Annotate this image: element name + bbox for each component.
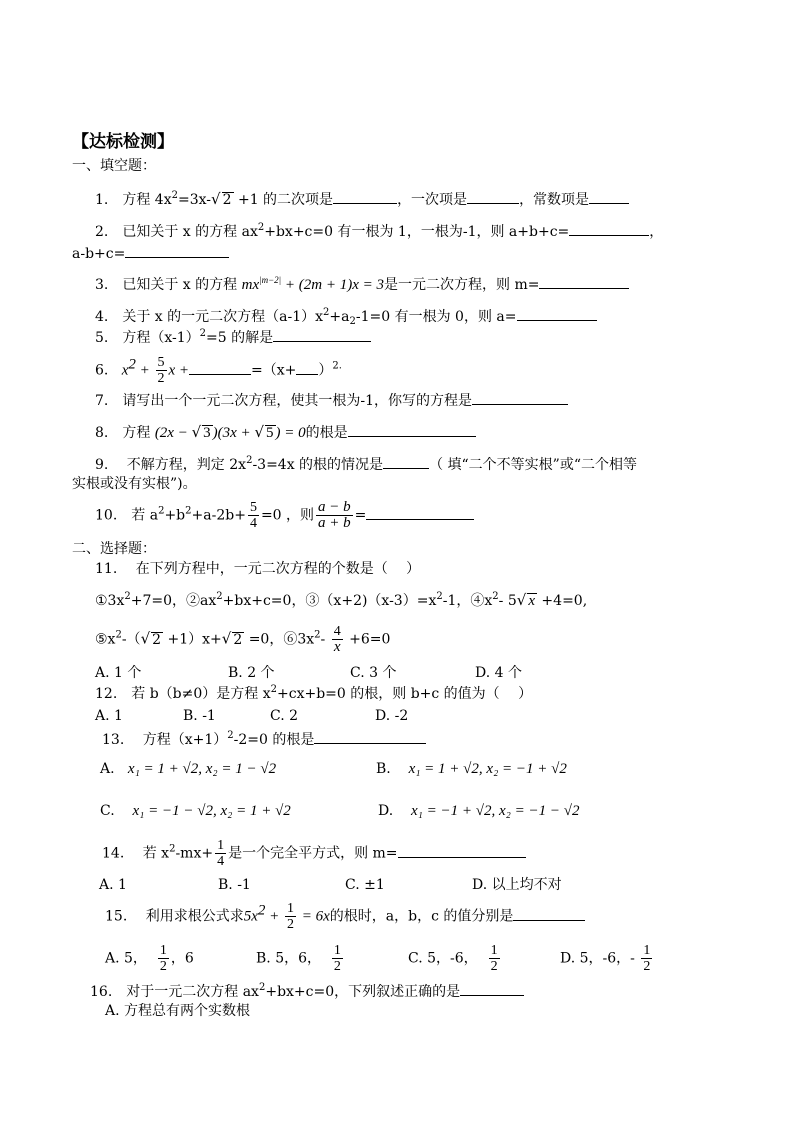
question-4: 4. 关于 x 的一元二次方程$(a-1)x^2+a_2-1=0$ 有一根为 0，则 a= bbox=[95, 306, 597, 326]
fraction: $\frac{1}{2}$ bbox=[333, 943, 341, 974]
section-choice: 二、选择题： bbox=[72, 541, 156, 557]
q13-option-d: D. x₁ = −1 + √2, x₂ = −1 − √2 bbox=[378, 803, 580, 819]
question-15: 15. 利用求根公式求$5x^2$ + $\frac{1}{2}$ = 6x的根时，a，b，c 的值分别是 bbox=[105, 901, 585, 932]
fraction: $\frac{1}{2}$ bbox=[159, 943, 167, 974]
question-3: 3. 已知关于 x 的方程 $mx^{|m-2|} + (2m + 1)x = 3$是一元二次方程，则 m= bbox=[95, 274, 629, 294]
question-14: 14. 若 $x^2-mx+$ $\frac{1}{4}$ 是一个完全平方式，则 m= bbox=[102, 838, 526, 869]
q12-option-c: C. 2 bbox=[270, 708, 299, 724]
q14-option-c: C. ±1 bbox=[345, 877, 385, 893]
q14-option-b: B. -1 bbox=[218, 877, 251, 893]
q15-option-d: D. 5，-6，- $\frac{1}{2}$ bbox=[560, 943, 651, 974]
q11-option-d: D. 4 个 bbox=[475, 665, 522, 681]
q13-option-b: B. x₁ = 1 + √2, x₂ = −1 + √2 bbox=[376, 761, 567, 777]
question-1: 1. 方程 $4x^2=3x-√$ 2 +1 的二次项是 ，一次项是 ，常数项是 bbox=[95, 189, 629, 209]
q14-option-d: D. 以上均不对 bbox=[472, 877, 562, 893]
fraction: $\frac{1}{2}$ bbox=[490, 943, 498, 974]
question-6: 6. $x^2$ + $\frac{5}{2}$ $x + =(x+ )^{2.}$ bbox=[95, 355, 342, 386]
q11-option-b: B. 2 个 bbox=[228, 665, 275, 681]
fraction: $\frac{4}{x}$ bbox=[333, 624, 341, 655]
fraction: $\frac{1}{2}$ bbox=[287, 901, 295, 932]
question-9: 9. 不解方程，判定 $2x^2-3=4x$ 的根的情况是 （ 填“二个不等实根”或“二个相等 bbox=[95, 455, 637, 473]
section-heading: 【达标检测】 bbox=[72, 132, 174, 152]
question-9-cont: 实根或没有实根”)。 bbox=[72, 476, 197, 492]
q13-option-c: C. x₁ = −1 − √2, x₂ = 1 + √2 bbox=[100, 803, 291, 819]
question-2: 2. 已知关于 x 的方程 $ax^2+bx+c=0$ 有一根为 1，一根为-1，则 a+b+c= ， bbox=[95, 222, 664, 240]
fraction: $\frac{1}{4}$ bbox=[217, 838, 225, 869]
question-7: 7. 请写出一个一元二次方程，使其一根为-1，你写的方程是 bbox=[95, 390, 568, 410]
fraction: $\frac{5}{2}$ bbox=[157, 355, 165, 386]
q12-option-b: B. -1 bbox=[183, 708, 216, 724]
question-11-line1: $①3x^2+7=0$，$②ax^2+bx+c=0$，$③(x+2)(x-3)=x^2-1$，$④x^2-$ 5√ x +4=0, bbox=[95, 591, 588, 609]
question-13: 13. 方程$(x+1)^2-2=0$ 的根是 bbox=[102, 729, 426, 749]
fraction: $\frac{5}{4}$ bbox=[249, 500, 257, 531]
q16-option-a: A. 方程总有两个实数根 bbox=[105, 1003, 251, 1019]
question-11: 11. 在下列方程中，一元二次方程的个数是（ ） bbox=[95, 561, 421, 577]
q12-option-a: A. 1 bbox=[95, 708, 123, 724]
fraction: $\frac{1}{2}$ bbox=[643, 943, 651, 974]
question-5: 5. 方程$(x-1)^2=5$ 的解是 bbox=[95, 327, 371, 347]
question-2-cont: a-b+c= bbox=[72, 243, 229, 263]
q15-option-b: B. 5，6， $\frac{1}{2}$ bbox=[256, 943, 341, 974]
q12-option-d: D. -2 bbox=[375, 708, 409, 724]
q13-option-a: A. x₁ = 1 + √2, x₂ = 1 − √2 bbox=[100, 761, 277, 777]
question-11-line2: $⑤x^2-(√$ 2 +1）x+√ 2 =0，$⑥3x^2-$ $\frac{4}{x}$ +6=0 bbox=[95, 624, 391, 655]
question-10: 10. 若 $a^2+b^2+a-2b+$ $\frac{5}{4}$ =0 ，则 $\frac{a - b}{a + b}$ = bbox=[95, 500, 474, 531]
q11-option-c: C. 3 个 bbox=[350, 665, 397, 681]
q14-option-a: A. 1 bbox=[99, 877, 127, 893]
fraction: $\frac{a - b}{a + b}$ bbox=[318, 499, 351, 531]
question-16: 16. 对于一元二次方程 $ax^2+bx+c=0$，下列叙述正确的是 bbox=[90, 981, 524, 1001]
q15-option-a: A. 5， $\frac{1}{2}$ ，6 bbox=[105, 943, 194, 974]
section-fill-blank: 一、填空题： bbox=[72, 158, 156, 174]
q15-option-c: C. 5，-6， $\frac{1}{2}$ bbox=[408, 943, 498, 974]
q11-option-a: A. 1 个 bbox=[95, 665, 142, 681]
question-8: 8. 方程 (2x − √ 3 )(3x + √ 5 ) = 0的根是 bbox=[95, 422, 476, 442]
question-12: 12. 若 b（b≠0）是方程 $x^2+cx+b=0$ 的根，则 b+c 的值为（ ） bbox=[95, 684, 533, 702]
